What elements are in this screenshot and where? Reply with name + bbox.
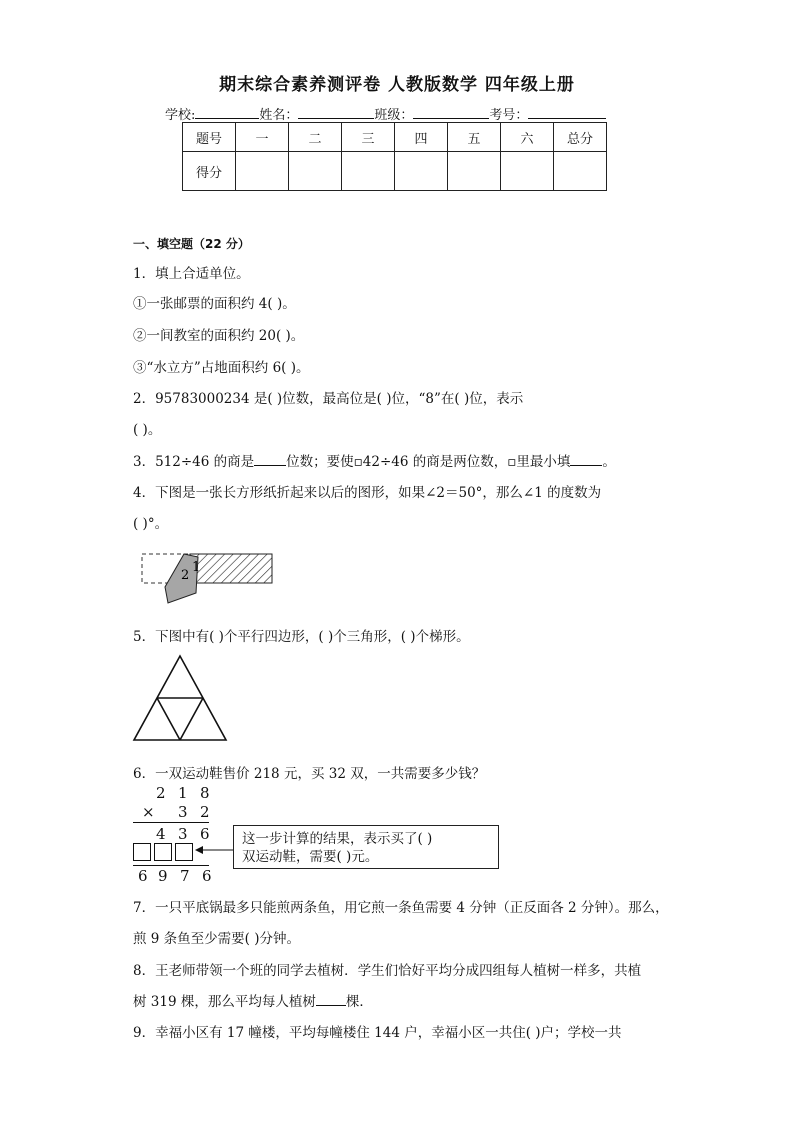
q3-line [133, 450, 616, 470]
score-row-label: 得分 [183, 152, 236, 191]
q8-part2: 棵． [345, 994, 373, 1010]
calc-digit: 6 [138, 867, 148, 885]
school-blank[interactable] [195, 104, 259, 119]
calc-rule-1 [133, 822, 209, 823]
class-label: 班级： [374, 108, 414, 123]
q9-line1: 9．幸福小区有 17 幢楼，平均每幢楼住 144 户，幸福小区一共住( )户；学校一共 [133, 1025, 622, 1041]
score-header-cell: 五 [448, 123, 501, 152]
q3-part3: 。 [602, 454, 616, 470]
q6-stem: 6．一双运动鞋售价 218 元，买 32 双，一共需要多少钱？ [133, 766, 486, 782]
class-blank[interactable] [413, 104, 489, 119]
calc-digit: 3 [178, 803, 188, 821]
calc-digit: 3 [178, 825, 188, 843]
score-header-cell: 四 [395, 123, 448, 152]
q2-line1: 2．95783000234 是( )位数，最高位是( )位，“8”在( )位，表示 [133, 391, 524, 407]
number-label: 考号： [489, 108, 529, 123]
callout-box [233, 825, 499, 869]
q4-line2: ( )°。 [133, 516, 169, 532]
answer-box[interactable] [154, 843, 172, 861]
name-blank[interactable] [298, 104, 374, 119]
calc-digit: 4 [156, 825, 166, 843]
calc-digit: 6 [202, 867, 212, 885]
calc-digit: 2 [200, 803, 210, 821]
inner-right-edge [180, 698, 203, 740]
calc-digit: 8 [200, 784, 210, 802]
callout-line-1: 这一步计算的结果，表示买了( ) [242, 831, 433, 847]
score-header-cell: 二 [289, 123, 342, 152]
section-heading: 一、填空题（22 分） [133, 237, 250, 251]
inner-left-edge [157, 698, 180, 740]
hatched-strip [190, 554, 272, 583]
calc-digit: 1 [178, 784, 188, 802]
score-table [182, 122, 607, 191]
calc-rule-2 [133, 865, 209, 866]
q8-part1: 树 319 棵，那么平均每人植树 [133, 994, 316, 1010]
times-sign: × [142, 803, 155, 821]
arrow-icon [195, 844, 235, 856]
score-header-row [183, 123, 607, 152]
answer-box[interactable] [175, 843, 193, 861]
score-cell[interactable] [448, 152, 501, 191]
score-cell[interactable] [395, 152, 448, 191]
q3-blank-1[interactable] [254, 452, 286, 466]
q8-blank[interactable] [316, 992, 346, 1006]
calc-digit: 6 [200, 825, 210, 843]
score-cell[interactable] [289, 152, 342, 191]
angle-1-label: 1 [192, 560, 201, 575]
score-header-cell: 三 [342, 123, 395, 152]
q7-line1: 7．一只平底锅最多只能煎两条鱼，用它煎一条鱼需要 4 分钟（正反面各 2 分钟）。那么， [133, 900, 669, 916]
q4-line1: 4．下图是一张长方形纸折起来以后的图形，如果∠2＝50°，那么∠1 的度数为 [133, 485, 602, 501]
student-info-row [165, 104, 606, 123]
score-header-cell: 题号 [183, 123, 236, 152]
q1-b: ②一间教室的面积约 20( )。 [133, 328, 305, 344]
q3-part2: 位数；要使▫42÷46 的商是两位数，▫里最小填 [286, 454, 571, 470]
calc-digit: 9 [158, 867, 168, 885]
q3-blank-2[interactable] [570, 452, 602, 466]
score-cell[interactable] [501, 152, 554, 191]
number-blank[interactable] [528, 104, 606, 119]
triangle-figure [130, 652, 232, 744]
folded-paper-figure [138, 547, 278, 607]
callout-line-2: 双运动鞋，需要( )元。 [242, 849, 379, 865]
score-header-cell: 总分 [554, 123, 607, 152]
q1-stem: 1．填上合适单位。 [133, 266, 250, 282]
q7-line2: 煎 9 条鱼至少需要( )分钟。 [133, 931, 300, 947]
name-label: 姓名： [259, 108, 299, 123]
score-cell[interactable] [554, 152, 607, 191]
score-header-cell: 六 [501, 123, 554, 152]
q2-line2: ( )。 [133, 422, 162, 438]
score-cell[interactable] [236, 152, 289, 191]
score-header-cell: 一 [236, 123, 289, 152]
score-value-row [183, 152, 607, 191]
answer-box[interactable] [133, 843, 151, 861]
calc-digit: 2 [156, 784, 166, 802]
score-cell[interactable] [342, 152, 395, 191]
q8-line1: 8．王老师带领一个班的同学去植树．学生们恰好平均分成四组每人植树一样多，共植 [133, 963, 642, 979]
q1-c: ③“水立方”占地面积约 6( )。 [133, 360, 310, 376]
q3-part1: 3．512÷46 的商是 [133, 454, 255, 470]
calc-digit: 7 [180, 867, 190, 885]
q8-line2 [133, 990, 373, 1010]
page-title: 期末综合素养测评卷 人教版数学 四年级上册 [219, 75, 575, 95]
q1-a: ①一张邮票的面积约 4( )。 [133, 296, 296, 312]
q5-line: 5．下图中有( )个平行四边形，( )个三角形，( )个梯形。 [133, 629, 470, 645]
school-label: 学校: [165, 108, 196, 123]
angle-2-label: 2 [181, 568, 190, 583]
